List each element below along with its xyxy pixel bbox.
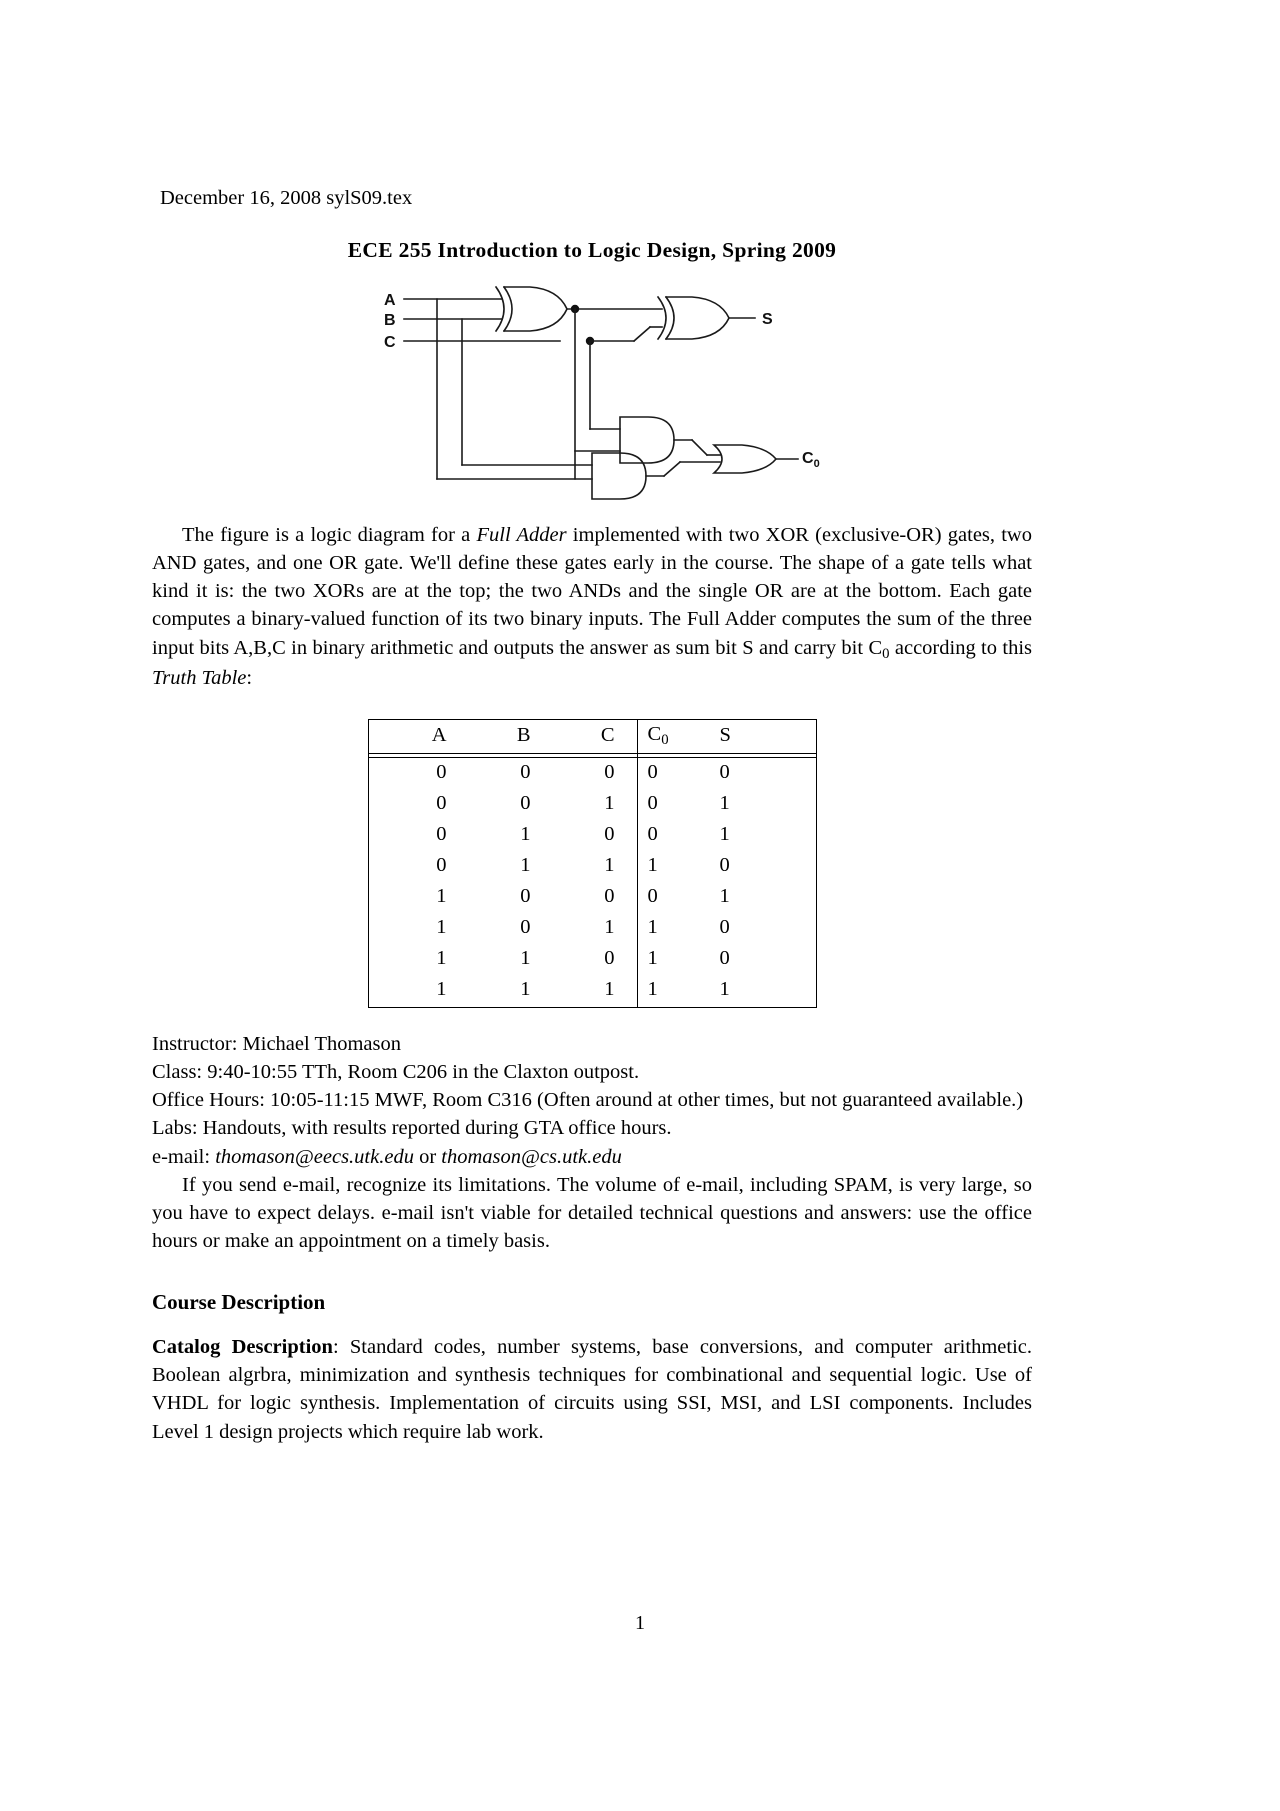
- cell-s: 0: [719, 916, 730, 939]
- cell-b: 0: [520, 792, 531, 815]
- xor2-body: [666, 297, 729, 339]
- carry-subscript: 0: [882, 645, 890, 662]
- cell-b: 0: [520, 761, 531, 784]
- label-input-c: C: [384, 333, 396, 351]
- cell-c: 0: [553, 820, 638, 851]
- cell-b: 1: [520, 854, 531, 877]
- instructor-line: Instructor: Michael Thomason: [152, 1032, 401, 1055]
- intro-text-3: according to this: [889, 636, 1032, 659]
- truth-table: [368, 719, 817, 1008]
- col-header-b: B: [469, 719, 553, 754]
- cell-a: 0: [436, 823, 447, 846]
- table-row: [368, 944, 816, 975]
- label-output-c0: $C_0$: [802, 449, 820, 470]
- cell-c: 0: [553, 882, 638, 913]
- cell-c: 1: [553, 789, 638, 820]
- truth-table-body: [368, 758, 816, 1007]
- cell-s: 1: [719, 792, 730, 815]
- page-content: [152, 186, 1032, 1446]
- cell-c: 0: [553, 944, 638, 975]
- cell-c0: 1: [637, 851, 710, 882]
- or-body: [714, 445, 776, 473]
- intro-text-1: The figure is a logic diagram for a: [182, 523, 477, 546]
- cell-c0: 1: [637, 975, 710, 1007]
- page-number: 1: [635, 1612, 645, 1634]
- col-header-c0-sub: 0: [661, 731, 669, 748]
- cell-s: 1: [719, 823, 730, 846]
- full-adder-figure: [152, 279, 1032, 509]
- label-input-a: A: [384, 291, 396, 309]
- table-row: [368, 820, 816, 851]
- email-line: [152, 1143, 1032, 1171]
- email-note-paragraph: If you send e-mail, recognize its limitations. The volume of e-mail, including SPAM, is very large, so you have to expect delays. e-mail isn't viable for detailed technical questions and answers: use the office hours or make an appointment on a timely basis.: [152, 1173, 1032, 1253]
- table-row: [368, 975, 816, 1007]
- email-address-secondary[interactable]: thomason@cs.utk.edu: [441, 1145, 622, 1168]
- cell-b: 1: [520, 947, 531, 970]
- xor2-back-arc: [658, 297, 666, 339]
- catalog-description-label: Catalog Description: [152, 1335, 333, 1358]
- cell-a: 1: [436, 947, 447, 970]
- cell-b: 0: [520, 885, 531, 908]
- cell-s: 1: [719, 978, 730, 1001]
- col-header-c0: [637, 719, 710, 754]
- cell-c0: 1: [637, 913, 710, 944]
- office-hours-line: Office Hours: 10:05-11:15 MWF, Room C316 (Often around at other times, but not guaranteed available.): [152, 1089, 1024, 1112]
- cell-c: 1: [553, 975, 638, 1007]
- catalog-description-paragraph: [152, 1333, 1032, 1446]
- cell-a: 1: [436, 978, 447, 1001]
- wire-and2-jog: [664, 462, 680, 476]
- truth-table-header-row: [368, 719, 816, 754]
- truth-table-wrap: [152, 719, 1032, 1008]
- xor1-back-arc: [496, 287, 504, 331]
- email-address-primary[interactable]: thomason@eecs.utk.edu: [215, 1145, 414, 1168]
- table-row: [368, 882, 816, 913]
- and1-body: [620, 417, 674, 463]
- date-stamp: December 16, 2008 sylS09.tex: [160, 187, 413, 209]
- xor1-body-arc-left: [504, 287, 512, 331]
- col-header-a: A: [368, 719, 469, 754]
- cell-c0: 0: [637, 758, 710, 790]
- and2-body: [592, 453, 646, 499]
- cell-s: 1: [719, 885, 730, 908]
- cell-b: 1: [520, 823, 531, 846]
- col-header-s: S: [710, 719, 817, 754]
- col-header-c: C: [553, 719, 638, 754]
- term-full-adder: Full Adder: [476, 523, 567, 546]
- cell-c: 0: [553, 758, 638, 790]
- table-row: [368, 758, 816, 790]
- logic-diagram-svg: [362, 279, 822, 509]
- intro-text-2: implemented with two XOR (exclusive-OR) gates, two AND gates, and one OR gate. We'll define these gates early in the course. The shape of a gate tells what kind it is: the two XORs are at the top; the two ANDs and the single OR are at the bottom. Each gate computes a binary-valued function of its two binary inputs. The Full Adder computes the sum of the three input bits A,B,C in binary arithmetic and outputs the answer as sum bit S and carry bit C: [152, 523, 1032, 659]
- email-label: e-mail:: [152, 1145, 216, 1168]
- xor2-body-arc-left: [666, 297, 674, 339]
- cell-s: 0: [719, 947, 730, 970]
- table-row: [368, 789, 816, 820]
- label-output-s: S: [762, 310, 773, 328]
- cell-s: 0: [719, 854, 730, 877]
- intro-paragraph: [152, 521, 1032, 693]
- class-line: Class: 9:40-10:55 TTh, Room C206 in the Claxton outpost.: [152, 1060, 640, 1083]
- cell-s: 0: [719, 761, 730, 784]
- table-row: [368, 913, 816, 944]
- cell-c0: 0: [637, 882, 710, 913]
- cell-a: 1: [436, 885, 447, 908]
- table-row: [368, 851, 816, 882]
- cell-a: 1: [436, 916, 447, 939]
- cell-a: 0: [436, 792, 447, 815]
- cell-a: 0: [436, 854, 447, 877]
- wire-c-jog: [634, 327, 650, 341]
- email-joiner: or: [413, 1145, 442, 1168]
- col-header-c0-letter: C: [647, 722, 662, 745]
- intro-text-4: :: [246, 667, 253, 690]
- wire-and1-jog: [692, 440, 707, 455]
- cell-a: 0: [436, 761, 447, 784]
- cell-c0: 1: [637, 944, 710, 975]
- cell-c0: 0: [637, 789, 710, 820]
- term-truth-table: Truth Table: [152, 667, 247, 690]
- section-heading-course-description: Course Description: [152, 1289, 326, 1314]
- course-info-block: [152, 1030, 1032, 1256]
- labs-line: Labs: Handouts, with results reported during GTA office hours.: [152, 1117, 672, 1140]
- page-title: ECE 255 Introduction to Logic Design, Spring 2009: [347, 237, 837, 262]
- cell-b: 1: [520, 978, 531, 1001]
- xor1-body: [504, 287, 567, 331]
- cell-b: 0: [520, 916, 531, 939]
- catalog-description-text: : Standard codes, number systems, base conversions, and computer arithmetic. Boolean algrbra, minimization and synthesis techniques for combinational and sequential logic. Use of VHDL for logic synthesis. Implementation of circuits using SSI, MSI, and LSI components. Includes Level 1 design projects which require lab work.: [152, 1335, 1032, 1443]
- cell-c: 1: [553, 913, 638, 944]
- cell-c: 1: [553, 851, 638, 882]
- truth-table-head: [368, 719, 816, 758]
- label-input-b: B: [384, 311, 396, 329]
- cell-c0: 0: [637, 820, 710, 851]
